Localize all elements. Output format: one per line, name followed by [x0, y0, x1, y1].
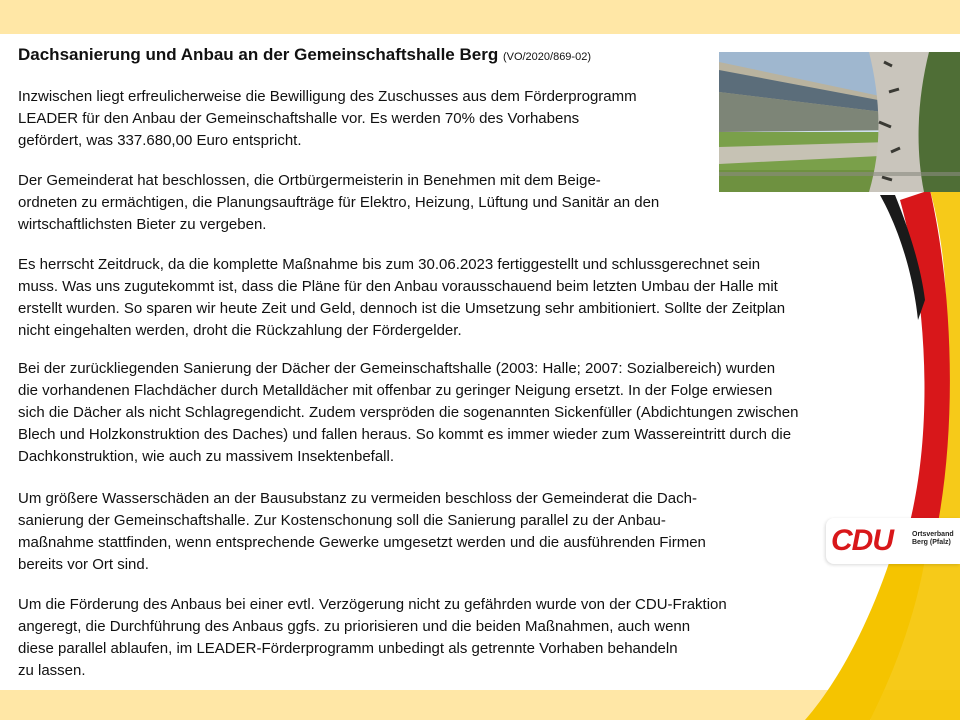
slide-title	[18, 44, 591, 68]
text-line: sich die Dächer als nicht Schlagregendicht. Zudem verspröden die sogenannten Sickenfüller (Abdichtungen zwischen	[18, 404, 799, 421]
slide-title-ref: (VO/2020/869-02)	[502, 51, 591, 63]
text-line: nicht eingehalten werden, droht die Rückzahlung der Fördergelder.	[18, 322, 462, 339]
text-line: erstellt wurden. So sparen wir heute Zeit und Geld, dennoch ist die Umsetzung sehr ambitioniert. Sollte der Zeitplan	[18, 300, 786, 317]
text-line: die vorhandenen Flachdächer durch Metalldächer mit offenbar zu geringer Neigung ersetzt. In der Folge erwiesen	[18, 382, 773, 399]
slide-title-text: Dachsanierung und Anbau an der Gemeinschaftshalle Berg	[18, 45, 499, 64]
paragraph-planning	[18, 170, 659, 236]
text-line: diese parallel ablaufen, im LEADER-Förderprogramm unbedingt als getrennte Vorhaben behandeln	[18, 640, 678, 657]
text-line: Um die Förderung des Anbaus bei einer evtl. Verzögerung nicht zu gefährden wurde von der CDU-Fraktion	[18, 596, 727, 613]
text-line: muss. Was uns zugutekommt ist, dass die Pläne für den Anbau vorausschauend beim letzten Umbau der Halle mit	[18, 278, 778, 295]
text-line: sanierung der Gemeinschaftshalle. Zur Kostenschonung soll die Sanierung parallel zu der Anbau-	[18, 512, 666, 529]
text-line: Der Gemeinderat hat beschlossen, die Ortbürgermeisterin in Benehmen mit dem Beige-	[18, 172, 601, 189]
text-line: LEADER für den Anbau der Gemeinschaftshalle vor. Es werden 70% des Vorhabens	[18, 110, 580, 127]
hall-photo	[719, 52, 960, 192]
text-line: Inzwischen liegt erfreulicherweise die Bewilligung des Zuschusses aus dem Förderprogramm	[18, 88, 637, 105]
paragraph-roof	[18, 358, 798, 468]
text-line: Bei der zurückliegenden Sanierung der Dächer der Gemeinschaftshalle (2003: Halle; 2007: Sozialbereich) wurden	[18, 360, 776, 377]
text-line: bereits vor Ort sind.	[18, 556, 149, 573]
paragraph-renovation	[18, 488, 706, 576]
text-line: Es herrscht Zeitdruck, da die komplette Maßnahme bis zum 30.06.2023 fertiggestellt und schlussgerechnet sein	[18, 256, 761, 273]
cdu-logo	[826, 518, 960, 564]
text-line: Blech und Holzkonstruktion des Daches) und fallen heraus. So kommt es immer wieder zum Wassereintritt durch die	[18, 426, 792, 443]
text-line: Um größere Wasserschäden an der Bausubstanz zu vermeiden beschloss der Gemeinderat die Dach-	[18, 490, 697, 507]
text-line: angeregt, die Durchführung des Anbaus ggfs. zu priorisieren und die beiden Maßnahmen, auch wenn	[18, 618, 691, 635]
cdu-logo-mark: CDU	[831, 524, 893, 557]
text-line: ordneten zu ermächtigen, die Planungsaufträge für Elektro, Heizung, Lüftung und Sanitär an den	[18, 194, 660, 211]
text-line: wirtschaftlichsten Bieter zu vergeben.	[18, 216, 267, 233]
text-line: Dachkonstruktion, wie auch zu massivem Insektenbefall.	[18, 448, 395, 465]
text-line: gefördert, was 337.680,00 Euro entspricht.	[18, 132, 302, 149]
paragraph-schedule	[18, 254, 785, 342]
text-line: zu lassen.	[18, 662, 86, 679]
cdu-logo-subtitle: Ortsverband Berg (Pfalz)	[912, 531, 954, 546]
text-line: maßnahme stattfinden, wenn entsprechende Gewerke umgesetzt werden und die ausführenden Firmen	[18, 534, 706, 551]
paragraph-funding	[18, 86, 637, 152]
paragraph-cdu-proposal	[18, 594, 727, 682]
